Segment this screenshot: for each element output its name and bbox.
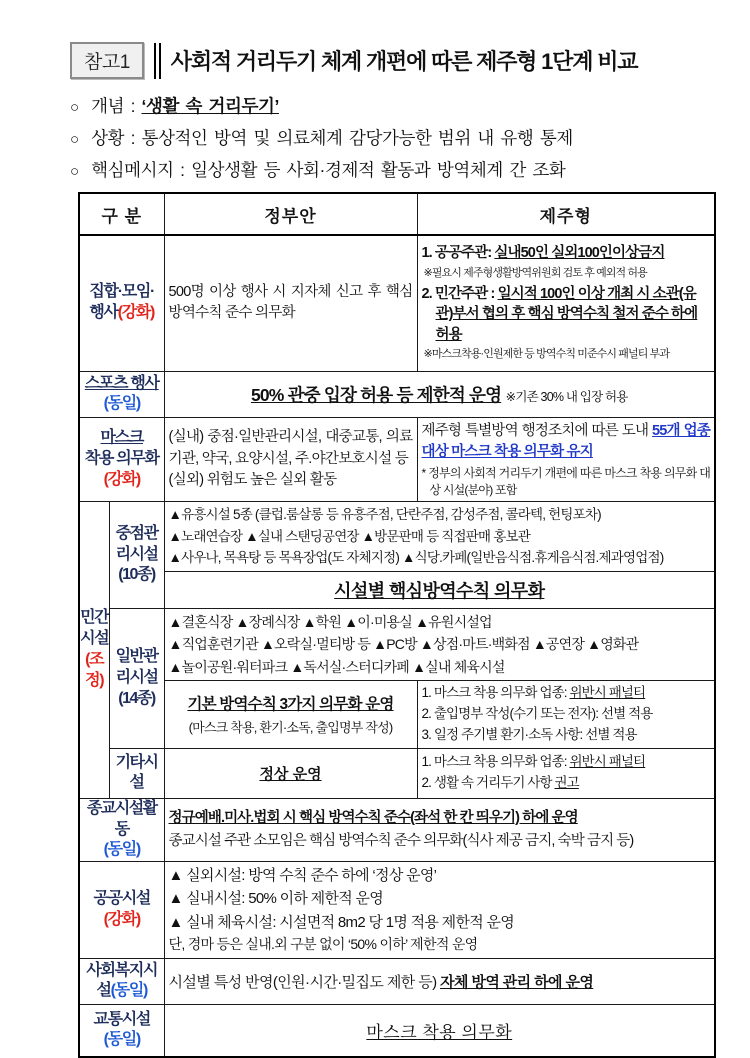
- general-rule-3: 3. 일정 주기별 환기·소독 사항: 선별 적용: [421, 726, 637, 742]
- row-mask: [79, 418, 715, 502]
- welfare-cell: [164, 958, 715, 1005]
- label-text: 마스크: [100, 429, 143, 447]
- row-public: [79, 862, 715, 958]
- sublabel-text: 중점관리시설: [115, 524, 158, 563]
- label-text: 종교시설활동: [86, 799, 157, 838]
- row-religion: [79, 798, 715, 861]
- rule-prefix: 1. 마스크 착용 의무화 업종:: [421, 754, 570, 770]
- general-rule-1: [422, 683, 711, 704]
- transport-cell: [164, 1005, 715, 1057]
- religion-cell: [164, 798, 715, 861]
- mask-jeju-note: * 정부의 사회적 거리두기 개편에 따른 마스크 착용 의무화 대상 시설(분야) 포함: [421, 466, 711, 497]
- rule-prefix: 2. 생활 속 거리두기 사항: [421, 775, 555, 791]
- mask-jeju-cell: [417, 418, 715, 502]
- etc-rule-2: [422, 773, 711, 794]
- jeju-note-2: ※마스크착용·인원제한 등 방역수칙 미준수시 패널티 부과: [423, 347, 670, 360]
- label-text: 집합·모임·행사: [89, 283, 155, 322]
- label-tag: (동일): [103, 1031, 140, 1049]
- rule-emphasis: 위반시 패널티: [569, 685, 646, 701]
- concept-label: 개념 :: [91, 96, 136, 116]
- label-text: 사회복지시설: [86, 961, 158, 1000]
- mask-gov-indoor: (실내) 중점·일반관리시설, 대중교통, 의료기관, 약국, 요양시설, 주.야간보호시설 등: [168, 428, 413, 467]
- row-welfare: [79, 958, 715, 1005]
- concept-value: ‘생활 속 거리두기’: [141, 96, 279, 116]
- jeju-item-1: [422, 243, 711, 263]
- sublabel-key-facilities: [109, 502, 164, 609]
- row-private-key-banner: [79, 571, 715, 608]
- row-label-sports: [79, 371, 164, 418]
- sublabel-text: 일반관리시설: [115, 648, 158, 686]
- key-list-line: ▲유흥시설 5종 (클럽.룸살롱 등 유흥주점, 단란주점, 감성주점, 콜라텍, 헌팅포차): [168, 507, 601, 523]
- sublabel-etc-facilities: 기타시설: [109, 748, 164, 798]
- religion-line-1: [169, 807, 711, 830]
- mask-jeju-highlight: 55개 업종 대상 마스크 착용 의무화 유지: [421, 423, 711, 461]
- key-banner-text: 시설별 핵심방역수칙 의무화: [334, 580, 545, 601]
- row-private-general: [79, 608, 715, 680]
- rule-emphasis: 권고: [554, 775, 579, 791]
- row-label-religion: [79, 798, 164, 861]
- row-private-etc: [79, 748, 715, 798]
- row-private-general-rules: [79, 681, 715, 749]
- jeju-item-2: [422, 284, 711, 345]
- row-transport: [79, 1005, 715, 1057]
- key-list-line: ▲노래연습장 ▲실내 스탠딩공연장 ▲방문판매 등 직접판매 홍보관: [168, 528, 530, 544]
- summary-bullets: [70, 93, 720, 182]
- label-tag: (동일): [103, 395, 140, 413]
- comparison-table: [78, 192, 716, 1058]
- item-emphasis: 일시적 100인 이상 개최 시 소관(유관)부서 협의 후 핵심 방역수칙 철저 준수 하에 허용: [435, 285, 698, 343]
- etc-rule-1: [422, 752, 711, 773]
- item-emphasis: 실내50인 실외100인이상금지: [494, 245, 665, 262]
- row-label-transport: [79, 1005, 164, 1057]
- item-prefix: 1. 공공주관:: [421, 245, 495, 262]
- sublabel-count: (10종): [118, 566, 155, 584]
- label-text: 스포츠 행사: [84, 374, 159, 392]
- message-label: 핵심메시지 :: [91, 160, 185, 180]
- jeju-note-1: ※필요시 제주형생활방역위원회 검토 후 예외적 허용: [423, 266, 647, 279]
- mask-government-cell: [164, 418, 417, 502]
- label-tag: (강화): [117, 304, 155, 322]
- row-private-key: [79, 502, 715, 572]
- title-separator: [154, 43, 161, 79]
- bullet-concept: [70, 93, 720, 118]
- label-tag: (조정): [85, 650, 104, 689]
- religion-line-2: 종교시설 주관 소모임은 핵심 방역수칙 준수 의무화(식사 제공 금지, 숙박 금지 등): [168, 833, 634, 849]
- general-list-line: ▲놀이공원·워터파크 ▲독서실·스터디카페 ▲실내 체육시설: [168, 658, 505, 675]
- etc-left-cell: [164, 748, 417, 798]
- label-tag: (강화): [103, 910, 140, 928]
- col-header-category: 구 분: [79, 193, 164, 235]
- key-facilities-list: [164, 502, 715, 572]
- public-cell: [164, 862, 715, 958]
- label-tag: (동일): [110, 982, 148, 1000]
- bullet-icon: ○: [70, 163, 79, 180]
- message-value: 일상생활 등 사회·경제적 활동과 방역체계 간 조화: [191, 160, 566, 180]
- table-header-row: [79, 193, 715, 235]
- public-line-gym: ▲ 실내 체육시설: 시설면적 8m2 당 1명 적용 제한적 운영: [168, 913, 515, 931]
- general-list-line: ▲결혼식장 ▲장례식장 ▲학원 ▲이·미용실 ▲유원시설업: [168, 613, 492, 630]
- mask-gov-outdoor: (실외) 위험도 높은 실외 활동: [168, 472, 337, 489]
- page-title: 사회적 거리두기 체계 개편에 따른 제주형 1단계 비교: [170, 49, 638, 74]
- bullet-message: [70, 157, 720, 182]
- gathering-jeju-cell: [417, 235, 715, 371]
- sports-merged-cell: [164, 371, 715, 418]
- label-text: 공공시설: [93, 890, 151, 908]
- public-line-indoor: ▲ 실내시설: 50% 이하 제한적 운영: [168, 890, 384, 908]
- sublabel-general-facilities: [109, 608, 164, 748]
- row-label-private: [79, 502, 109, 799]
- label-tag: (동일): [103, 841, 140, 859]
- row-label-public: [79, 862, 164, 958]
- welfare-emphasis: 자체 방역 관리 하에 운영: [440, 973, 594, 991]
- general-rules-title: 기본 방역수칙 3가지 의무화 운영: [187, 696, 394, 714]
- row-sports: [79, 371, 715, 418]
- col-header-government: 정부안: [164, 193, 417, 235]
- key-banner-cell: [164, 571, 715, 608]
- rule-prefix: 1. 마스크 착용 의무화 업종:: [421, 685, 570, 701]
- item-prefix: 2. 민간주관 :: [421, 285, 498, 302]
- general-rule-2: 2. 출입명부 작성(수기 또는 전자): 선별 적용: [421, 705, 653, 721]
- sports-note: ※기존 30% 내 입장 허용: [505, 389, 628, 404]
- row-gathering: [79, 235, 715, 371]
- welfare-prefix: 시설별 특성 반영(인원·시간·밀집도 제한 등): [168, 973, 441, 991]
- rule-emphasis: 위반시 패널티: [569, 754, 646, 770]
- etc-status-text: 정상 운영: [259, 765, 322, 783]
- row-label-gathering: [79, 235, 164, 371]
- bullet-situation: [70, 125, 720, 150]
- reference-badge: 참고1: [70, 42, 144, 79]
- sports-main-text: 50% 관중 입장 허용 등 제한적 운영: [250, 384, 502, 405]
- label-tag: (강화): [103, 470, 140, 488]
- general-rules-right-cell: [417, 681, 715, 749]
- mask-jeju-prefix: 제주형 특별방역 행정조치에 따른 도내: [421, 423, 653, 440]
- sublabel-count: (14종): [118, 689, 155, 707]
- bullet-icon: ○: [70, 131, 79, 148]
- general-facilities-list: [164, 608, 715, 680]
- public-line-outdoor: ▲ 실외시설: 방역 수칙 준수 하에 ‘정상 운영’: [168, 867, 437, 885]
- bullet-icon: ○: [70, 99, 79, 116]
- row-label-mask: [79, 418, 164, 502]
- gathering-government-cell: 500명 이상 행사 시 지자체 신고 후 핵심 방역수칙 준수 의무화: [164, 235, 417, 371]
- transport-main-text: 마스크 착용 의무화: [366, 1022, 513, 1042]
- etc-right-cell: [417, 748, 715, 798]
- row-label-welfare: [79, 958, 164, 1005]
- situation-value: 통상적인 방역 및 의료체계 감당가능한 범위 내 유행 통제: [141, 128, 573, 148]
- label-text-2: 착용 의무화: [84, 450, 159, 468]
- document-header: [70, 42, 720, 79]
- general-list-line: ▲직업훈련기관 ▲오락실·멀티방 등 ▲PC방 ▲상점·마트·백화점 ▲공연장 ▲영화관: [168, 636, 639, 653]
- general-rules-subtitle: (마스크 착용, 환기·소독, 출입명부 작성): [188, 720, 393, 736]
- religion-main: 정규예배.미사.법회 시 핵심 방역수칙 준수(좌석 한 칸 띄우기) 하에 운영: [168, 809, 578, 826]
- label-text: 교통시설: [93, 1010, 151, 1028]
- mask-jeju-main: [422, 421, 711, 463]
- general-rules-left-cell: [164, 681, 417, 749]
- public-line-exception: 단, 경마 등은 실내.외 구분 없이 ‘50% 이하’ 제한적 운영: [168, 935, 478, 952]
- col-header-jeju: 제주형: [417, 193, 715, 235]
- situation-label: 상황 :: [91, 128, 136, 148]
- key-list-line: ▲사우나, 목욕탕 등 목욕장업(도 자체지정) ▲식당.카페(일반음식점.휴게음식점.제과영업점): [168, 550, 664, 566]
- label-text: 민간시설: [80, 609, 109, 648]
